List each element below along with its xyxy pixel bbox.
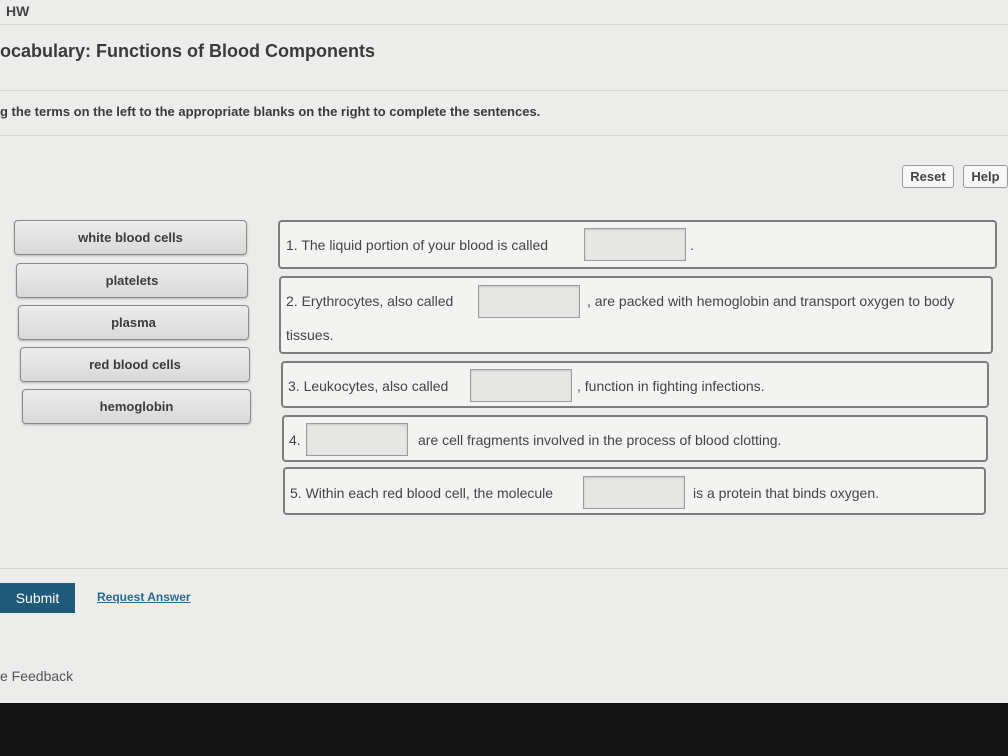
drop-blank[interactable] bbox=[584, 228, 686, 261]
drop-blank[interactable] bbox=[306, 423, 408, 456]
sentence-text: 2. Erythrocytes, also called bbox=[286, 293, 454, 309]
divider bbox=[0, 568, 1008, 569]
sentence-text: are cell fragments involved in the process of blood clotting. bbox=[418, 432, 782, 448]
sentence-text: tissues. bbox=[286, 327, 334, 343]
divider bbox=[0, 135, 1008, 136]
drop-blank[interactable] bbox=[470, 369, 572, 402]
page-title: ocabulary: Functions of Blood Components bbox=[0, 41, 375, 61]
instructions-text: g the terms on the left to the appropriate blanks on the right to complete the sentences. bbox=[0, 104, 541, 119]
assignment-label: HW bbox=[6, 3, 30, 19]
term-platelets[interactable]: platelets bbox=[16, 263, 248, 298]
submit-button[interactable]: Submit bbox=[0, 583, 75, 613]
help-button[interactable]: Help bbox=[963, 165, 1008, 188]
sentence-4 bbox=[282, 415, 988, 462]
request-answer-link[interactable]: Request Answer bbox=[97, 590, 191, 604]
sentence-text: . bbox=[690, 237, 694, 253]
feedback-link[interactable]: e Feedback bbox=[0, 668, 74, 684]
monitor-bezel bbox=[0, 703, 1008, 756]
sentence-text: 3. Leukocytes, also called bbox=[288, 378, 449, 394]
sentence-text: , function in fighting infections. bbox=[577, 378, 765, 394]
sentence-text: 1. The liquid portion of your blood is called bbox=[286, 237, 549, 253]
term-white-blood-cells[interactable]: white blood cells bbox=[14, 220, 247, 255]
sentence-text: is a protein that binds oxygen. bbox=[693, 485, 880, 501]
sentence-5 bbox=[283, 467, 986, 515]
reset-button[interactable]: Reset bbox=[902, 165, 954, 188]
drop-blank[interactable] bbox=[478, 285, 580, 318]
term-plasma[interactable]: plasma bbox=[18, 305, 249, 340]
drop-blank[interactable] bbox=[583, 476, 685, 509]
term-hemoglobin[interactable]: hemoglobin bbox=[22, 389, 251, 424]
divider bbox=[0, 90, 1008, 91]
term-red-blood-cells[interactable]: red blood cells bbox=[20, 347, 250, 382]
sentence-text: 4. bbox=[289, 432, 301, 448]
sentence-3 bbox=[281, 361, 989, 408]
divider bbox=[0, 24, 1008, 25]
sentence-text: , are packed with hemoglobin and transport oxygen to body bbox=[587, 293, 955, 309]
sentence-1 bbox=[278, 220, 997, 269]
sentence-text: 5. Within each red blood cell, the molecule bbox=[290, 485, 554, 501]
sentence-2 bbox=[279, 276, 993, 354]
